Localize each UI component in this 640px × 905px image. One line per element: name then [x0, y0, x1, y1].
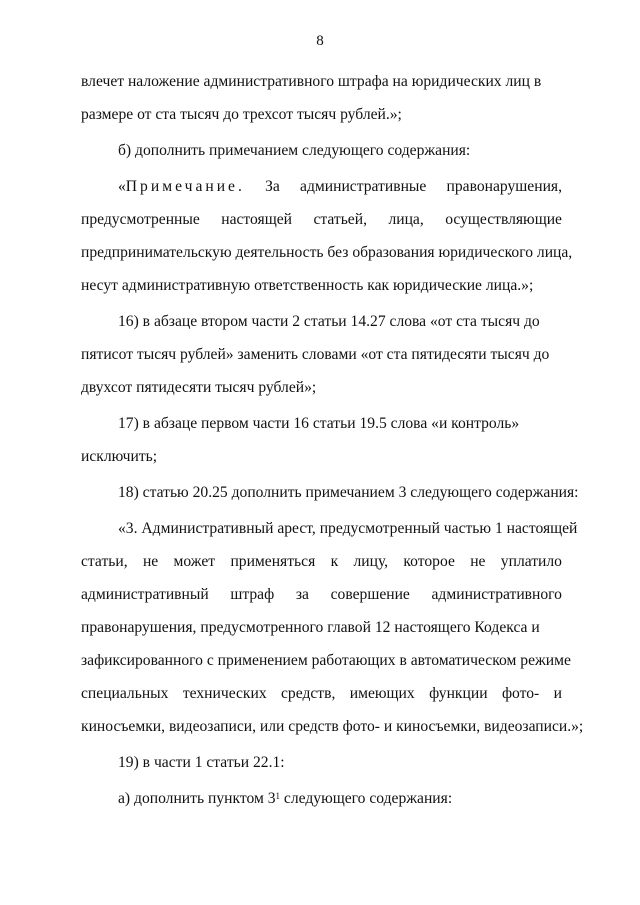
line-text: размере от ста тысяч до трехсот тысяч рублей.»; [81, 106, 402, 123]
text-line-2 [81, 104, 562, 140]
line-text: 18) статью 20.25 дополнить примечанием 3 следующего содержания: [118, 484, 579, 501]
word: осуществляющие [445, 211, 562, 228]
text-line-16 [81, 584, 562, 617]
word: имеющих [349, 685, 415, 702]
document-body [81, 71, 584, 821]
word: За [265, 178, 280, 195]
word: настоящей [221, 211, 292, 228]
word: которое [403, 553, 455, 570]
word: уплатило [500, 553, 562, 570]
text-line-8 [81, 311, 562, 344]
text-line-7 [81, 275, 562, 311]
word: функции [429, 685, 488, 702]
text-line-4 [81, 176, 562, 209]
text-line-12 [81, 446, 562, 482]
text-line-22 [81, 788, 562, 821]
word: статьи, [81, 553, 128, 570]
line-text: 19) в части 1 статьи 22.1: [118, 754, 285, 771]
word: административный [81, 586, 209, 603]
text-line-15 [81, 551, 562, 584]
text-line-1 [81, 71, 562, 104]
line-text: влечет наложение административного штрафа на юридических лиц в [81, 73, 542, 90]
word: штраф [230, 586, 275, 603]
line-text: киносъемки, видеозаписи, или средств фото- и киносъемки, видеозаписи.»; [81, 718, 584, 735]
text-line-5 [81, 209, 562, 242]
line-text: б) дополнить примечанием следующего содержания: [118, 142, 471, 159]
word: не [470, 553, 486, 570]
line-text: следующего содержания: [280, 790, 453, 807]
text-line-20 [81, 716, 584, 752]
line-text: исключить; [81, 448, 158, 465]
text-line-21 [81, 752, 562, 788]
word: совершение [330, 586, 410, 603]
line-text: 16) в абзаце втором части 2 статьи 14.27 слова «от ста тысяч до [118, 313, 540, 330]
word: предусмотренные [81, 211, 200, 228]
text-line-14 [81, 518, 578, 551]
word: к [330, 553, 339, 570]
word: не [142, 553, 159, 570]
word: лицу, [353, 553, 389, 570]
text-line-3 [81, 140, 562, 176]
line-text: правонарушения, предусмотренного главой 12 настоящего Кодекса и [81, 619, 540, 636]
page-number: 8 [316, 33, 324, 49]
word: фото- [501, 685, 540, 702]
text-line-10 [81, 377, 562, 413]
text-line-19 [81, 683, 562, 716]
text-line-13 [81, 482, 579, 518]
line-text: двухсот пятидесяти тысяч рублей»; [81, 379, 317, 396]
text-line-9 [81, 344, 562, 377]
text-line-17 [81, 617, 562, 650]
word: лица, [388, 211, 424, 228]
text-line-6 [81, 242, 573, 275]
word: за [295, 586, 309, 603]
word: применяться [230, 553, 316, 570]
word: технических [182, 685, 267, 702]
word: специальных [81, 685, 169, 702]
superscript: 1 [275, 791, 281, 801]
line-text: пятисот тысяч рублей» заменить словами «от ста пятидесяти тысяч до [81, 346, 550, 363]
text-line-11 [81, 413, 562, 446]
line-text: зафиксированного с применением работающих в автоматическом режиме [81, 652, 571, 669]
line-text: предпринимательскую деятельность без образования юридического лица, [81, 244, 573, 261]
word: статьей, [313, 211, 367, 228]
word: административные [300, 178, 427, 195]
note-heading: «Примечание. [118, 178, 245, 195]
word: может [173, 553, 216, 570]
word: правонарушения, [446, 178, 562, 195]
line-text: «3. Административный арест, предусмотренный частью 1 настоящей [118, 520, 578, 537]
word: административного [431, 586, 562, 603]
line-text: несут административную ответственность как юридические лица.»; [81, 277, 534, 294]
text-line-18 [81, 650, 571, 683]
line-text: 17) в абзаце первом части 16 статьи 19.5 слова «и контроль» [118, 415, 520, 432]
word: средств, [281, 685, 336, 702]
line-text: а) дополнить пунктом 3 [118, 790, 276, 807]
word: и [553, 685, 562, 702]
